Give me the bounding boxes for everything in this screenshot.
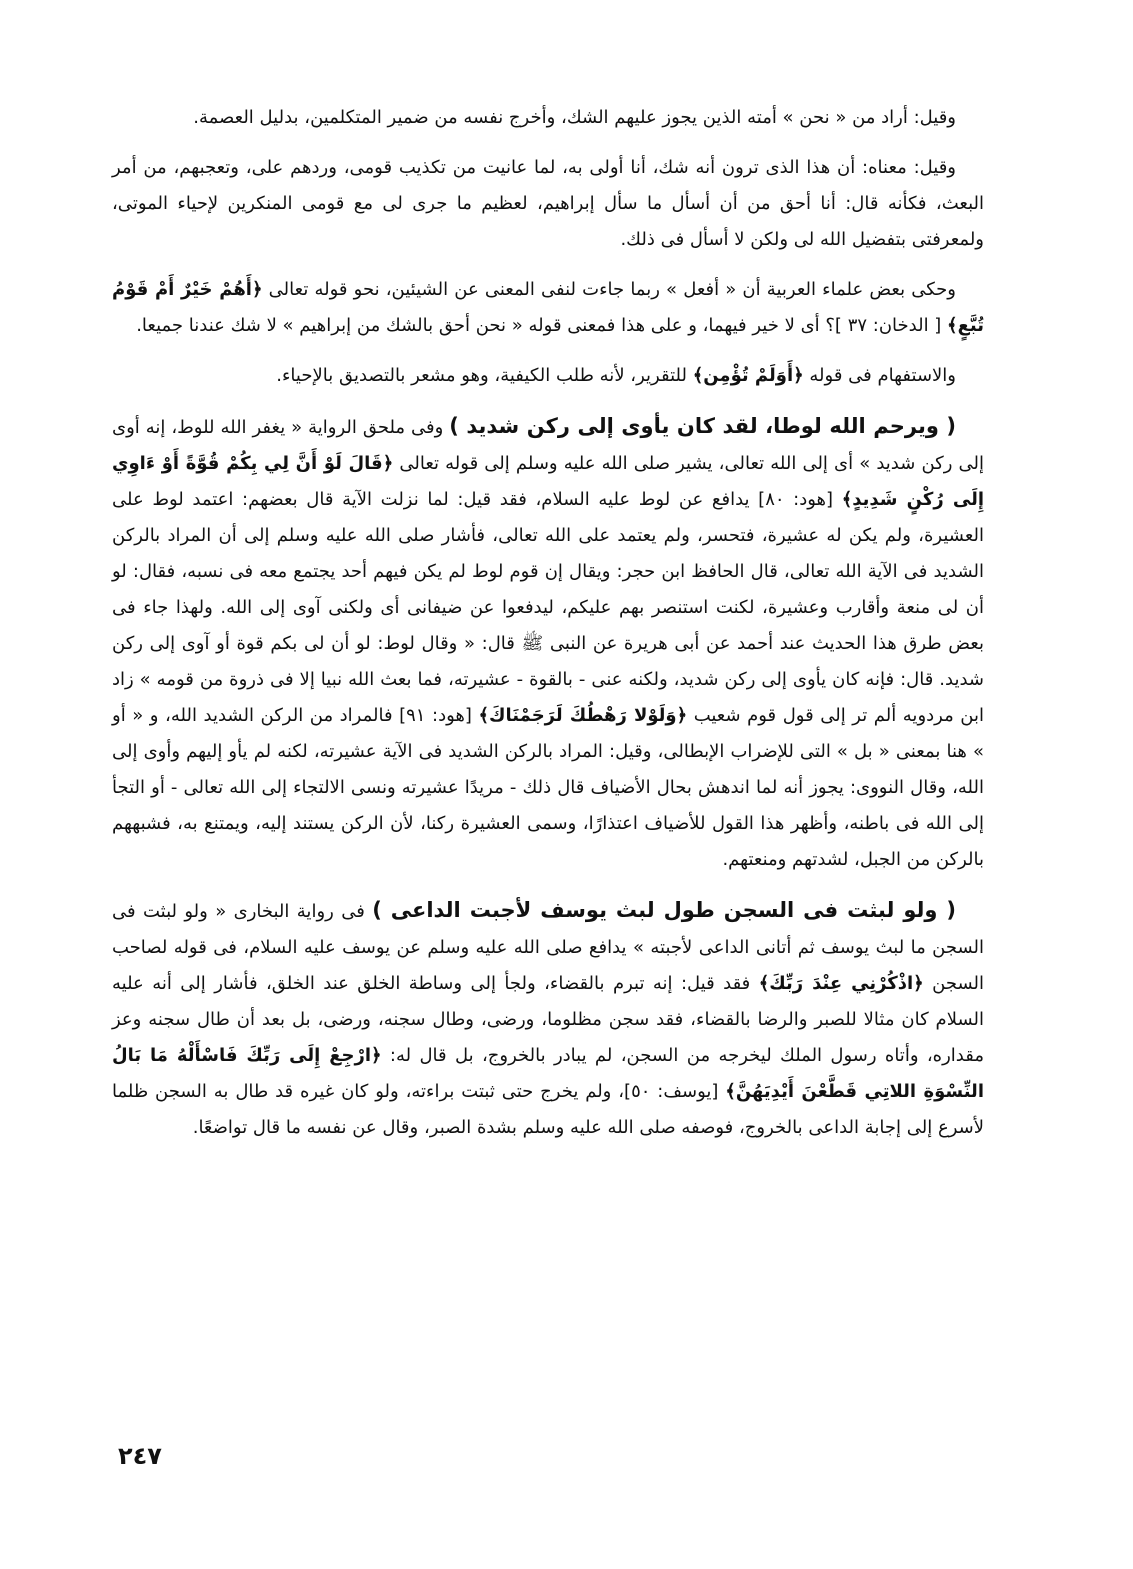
paragraph [112, 150, 984, 258]
quran-verse: ﴿قَالَ لَوْ أَنَّ لِي بِكُمْ قُوَّةً أَوْ ءَاوِي إِلَى رُكْنٍ شَدِيدٍ﴾ [112, 453, 984, 510]
quran-verse: ﴿أَهُمْ خَيْرٌ أَمْ قَوْمُ تُبَّعٍ﴾ [112, 279, 984, 336]
paragraph-text: فى رواية البخارى « ولو لبثت فى السجن ما لبث يوسف ثم أتانى الداعى لأجبته » يدافع صلى الله عليه وسلم عن يوسف عليه السلام، فى قوله لصاحب السجن [112, 901, 984, 994]
quran-verse: ﴿وَلَوْلا رَهْطُكَ لَرَجَمْنَاكَ﴾ [478, 705, 688, 726]
paragraph-text: [ الدخان: ٣٧ ]؟ أى لا خير فيهما، و على هذا فمعنى قوله « نحن أحق بالشك من إبراهيم » لا شك عندنا جميعا. [136, 315, 948, 336]
paragraph [112, 100, 984, 136]
paragraph-text: والاستفهام فى قوله [803, 365, 956, 386]
page-number: ٢٤٧ [118, 1442, 162, 1470]
paragraph-text: للتقرير، لأنه طلب الكيفية، وهو مشعر بالتصديق بالإحياء. [276, 365, 693, 386]
paragraph [112, 892, 984, 1146]
page-body [112, 100, 984, 1160]
paragraph [112, 272, 984, 344]
paragraph [112, 408, 984, 878]
paragraph-text: [هود: ٨٠] يدافع عن لوط عليه السلام، فقد قيل: لما نزلت الآية قال بعضهم: اعتمد لوط على العشيرة، ولم يكن له عشيرة، فتحسر، ولم يعتمد على الله تعالى، فأشار صلى الله عليه وسلم إلى أن المراد بالركن الشديد فى الآية الله تعالى، قال الحافظ ابن حجر: ويقال إن قوم لوط لم يكن فيهم أحد يجتمع معه فى نسبه، فقال: لو أن لى منعة وأقارب وعشيرة، لكنت استنصر بهم عليكم، ليدفعوا عن ضيفانى أى ولكنى آوى إلى الله. ولهذا جاء فى بعض طرق هذا الحديث عند أحمد عن أبى هريرة عن النبى ﷺ قال: « وقال لوط: لو أن لى بكم قوة أو آوى إلى ركن شديد. قال: فإنه كان يأوى إلى ركن شديد، ولكنه عنى - بالقوة - عشيرته، فما بعث الله نبيا إلا فى ذروة من قومه » زاد ابن مردويه ألم تر إلى قول قوم شعيب [112, 489, 984, 726]
quran-verse: ﴿اذْكُرْنِي عِنْدَ رَبِّكَ﴾ [758, 973, 924, 994]
paragraph-text: فقد قيل: إنه تبرم بالقضاء، ولجأ إلى وساطة الخلق عند الخلق، فأشار إلى أنه عليه السلام كان مثالا للصبر والرضا بالقضاء، فقد سجن مظلوما، ورضى، وطال سجنه، ورضى، بل بعد أن طال سجنه وعز مقداره، وأتاه رسول الملك ليخرجه من السجن، لم يبادر بالخروج، بل قال له: [112, 973, 984, 1066]
quran-verse: ﴿ارْجِعْ إِلَى رَبِّكَ فَاسْأَلْهُ مَا بَالُ النِّسْوَةِ اللاتِي قَطَّعْنَ أَيْدِيَهُنَّ﴾ [112, 1045, 984, 1102]
paragraph [112, 358, 984, 394]
paragraph-text: وفى ملحق الرواية « يغفر الله للوط، إنه أوى إلى ركن شديد » أى إلى الله تعالى، يشير صلى الله عليه وسلم إلى قوله تعالى [112, 417, 985, 474]
quran-verse: ﴿أَوَلَمْ تُؤْمِن﴾ [692, 365, 804, 386]
paragraph-text: وقيل: أراد من « نحن » أمته الذين يجوز عليهم الشك، وأخرج نفسه من ضمير المتكلمين، بدليل العصمة. [193, 107, 956, 128]
hadith-heading: ( ويرحم الله لوطا، لقد كان يأوى إلى ركن شديد ) [449, 414, 957, 438]
paragraph-text: [هود: ٩١] فالمراد من الركن الشديد الله، و « أو » هنا بمعنى « بل » التى للإضراب الإبطالى، وقيل: المراد بالركن الشديد فى الآية عشيرته، لكنه لم يأو إليهم وأوى إلى الله، وقال النووى: يجوز أنه لما اندهش بحال الأضياف قال ذلك - مريدًا عشيرته ونسى الالتجاء إلى الله تعالى - أو التجأ إلى الله فى باطنه، وأظهر هذا القول للأضياف اعتذارًا، وسمى العشيرة ركنا، لأن الركن يستند إليه، ويمتنع به، فشبههم بالركن من الجبل، لشدتهم ومنعتهم. [112, 705, 984, 870]
paragraph-text: وحكى بعض علماء العربية أن « أفعل » ربما جاءت لنفى المعنى عن الشيئين، نحو قوله تعالى [262, 279, 956, 300]
paragraph-text: [يوسف: ٥٠]، ولم يخرج حتى ثبتت براءته، ولو كان غيره قد طال به السجن ظلما لأسرع إلى إجابة الداعى بالخروج، فوصفه صلى الله عليه وسلم بشدة الصبر، وقال عن نفسه ما قال تواضعًا. [112, 1081, 984, 1138]
hadith-heading: ( ولو لبثت فى السجن طول لبث يوسف لأجبت الداعى ) [372, 898, 956, 922]
paragraph-text: وقيل: معناه: أن هذا الذى ترون أنه شك، أنا أولى به، لما عانيت من تكذيب قومى، وردهم على، وتعجبهم، من أمر البعث، فكأنه قال: أنا أحق من أن أسأل ما سأل إبراهيم، لعظيم ما جرى لى مع قومى المنكرين لإحياء الموتى، ولمعرفتى بتفضيل الله لى ولكن لا أسأل فى ذلك. [112, 157, 984, 250]
